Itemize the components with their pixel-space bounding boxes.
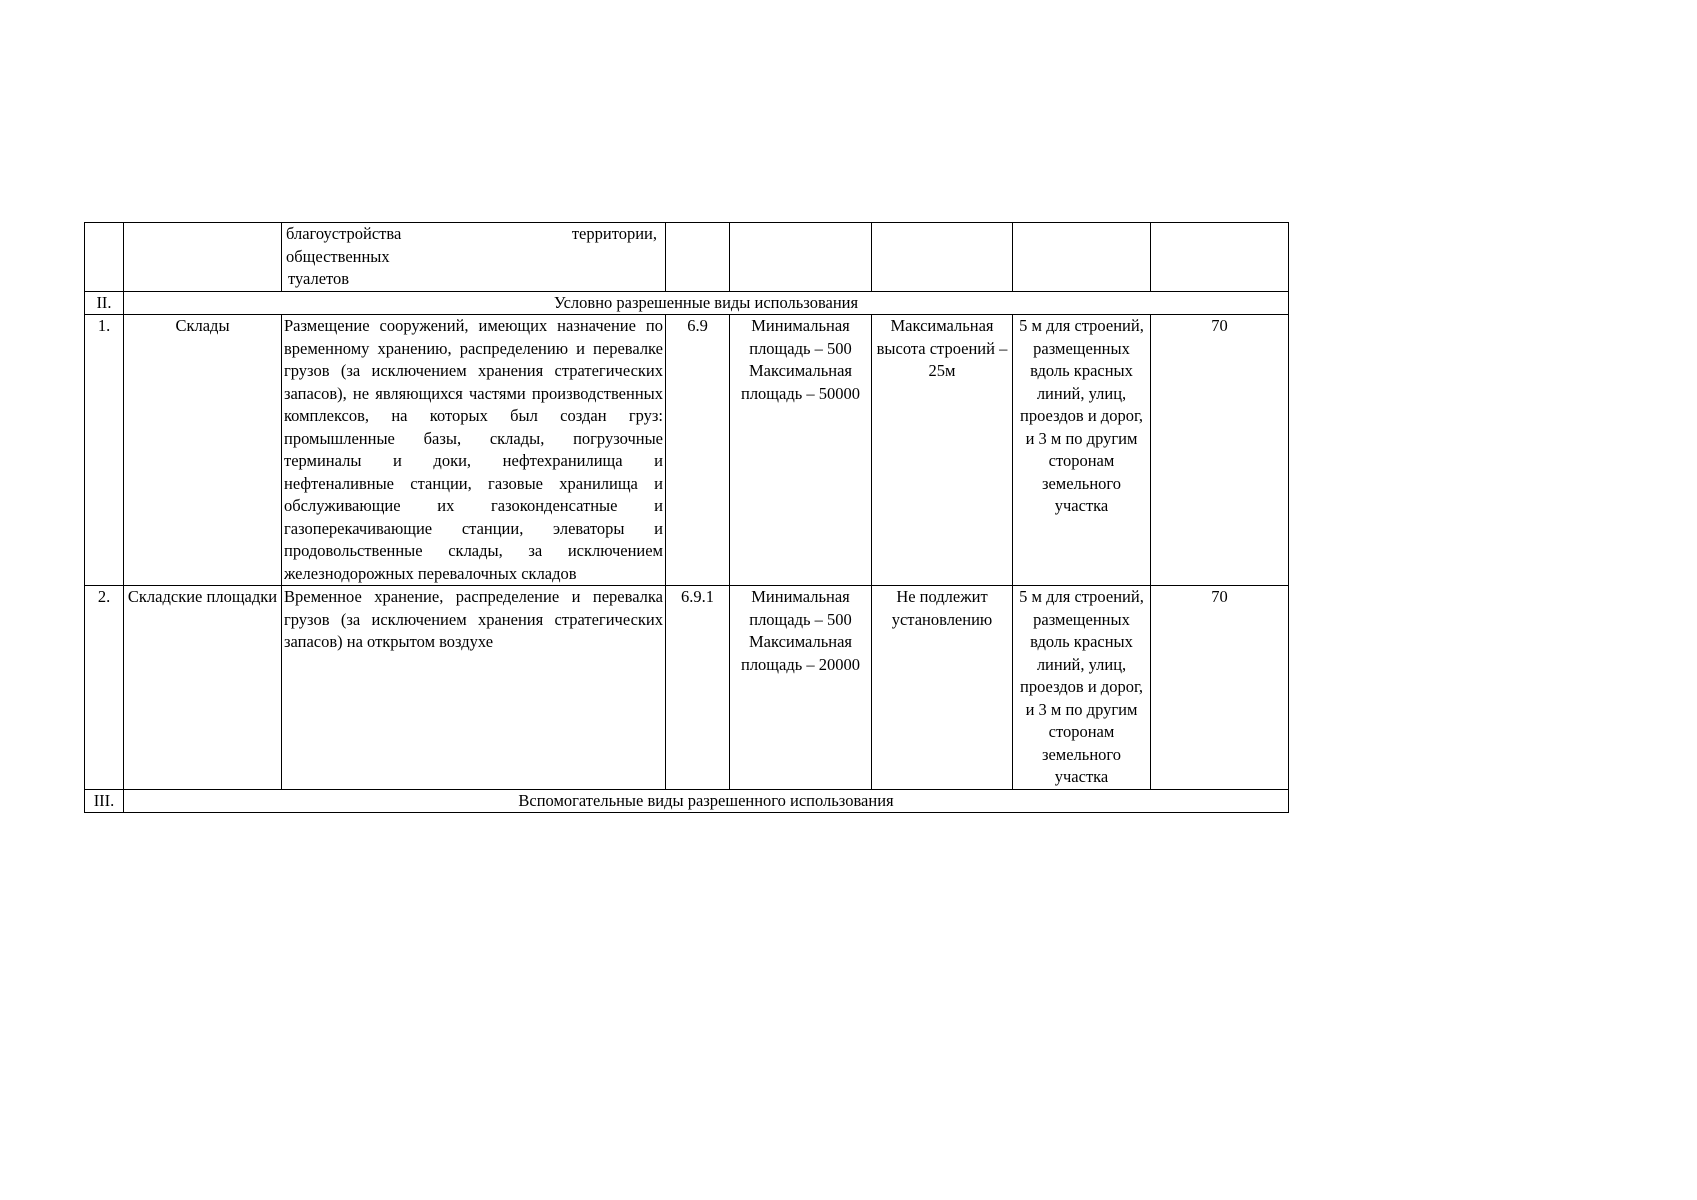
use-name: Складские площадки <box>124 586 282 790</box>
section-header-row <box>85 789 1289 813</box>
section-number: II. <box>85 291 124 315</box>
setback-limits: 5 м для строений, размещенных вдоль красных линий, улиц, проездов и дорог, и 3 м по другим сторонам земельного участка <box>1013 586 1151 790</box>
section-title: Условно разрешенные виды использования <box>124 291 1289 315</box>
carry-height-cell <box>872 223 1013 292</box>
carry-name-cell <box>124 223 282 292</box>
carry-code-cell <box>666 223 730 292</box>
row-number: 1. <box>85 315 124 586</box>
carry-desc-line-1: благоустройства территории, <box>286 224 657 243</box>
carry-area-cell <box>730 223 872 292</box>
coverage-percent: 70 <box>1151 315 1289 586</box>
coverage-percent: 70 <box>1151 586 1289 790</box>
use-code: 6.9 <box>666 315 730 586</box>
plot-area-limits: Минимальная площадь – 500 Максимальная площадь – 50000 <box>730 315 872 586</box>
setback-limits: 5 м для строений, размещенных вдоль красных линий, улиц, проездов и дорог, и 3 м по другим сторонам земельного участка <box>1013 315 1151 586</box>
row-number: 2. <box>85 586 124 790</box>
section-number: III. <box>85 789 124 813</box>
use-description: Размещение сооружений, имеющих назначение по временному хранению, распределению и перевалке грузов (за исключением хранения стратегических запасов), не являющихся частями производственных комплексов, на которых был создан груз: промышленные базы, склады, погрузочные терминалы и доки, нефтехранилища и нефтеналивные станции, газовые хранилища и обслуживающие их газоконденсатные и газоперекачивающие станции, элеваторы и продовольственные склады, за исключением железнодорожных перевалочных складов <box>282 315 666 586</box>
section-title: Вспомогательные виды разрешенного использования <box>124 789 1289 813</box>
carry-coverage-cell <box>1151 223 1289 292</box>
carry-desc-line-3: туалетов <box>288 269 350 288</box>
carry-num-cell <box>85 223 124 292</box>
table-row <box>85 586 1289 790</box>
use-code: 6.9.1 <box>666 586 730 790</box>
height-limit: Максимальная высота строений – 25м <box>872 315 1013 586</box>
height-limit: Не подлежит установлению <box>872 586 1013 790</box>
zoning-regulations-table <box>84 222 1289 813</box>
table-row <box>85 315 1289 586</box>
plot-area-limits: Минимальная площадь – 500 Максимальная площадь – 20000 <box>730 586 872 790</box>
carry-over-row <box>85 223 1289 292</box>
section-header-row <box>85 291 1289 315</box>
use-name: Склады <box>124 315 282 586</box>
use-description: Временное хранение, распределение и перевалка грузов (за исключением хранения стратегических запасов) на открытом воздухе <box>282 586 666 790</box>
carry-setback-cell <box>1013 223 1151 292</box>
carry-description-cell <box>282 223 666 292</box>
carry-desc-line-2: общественных <box>286 246 390 266</box>
